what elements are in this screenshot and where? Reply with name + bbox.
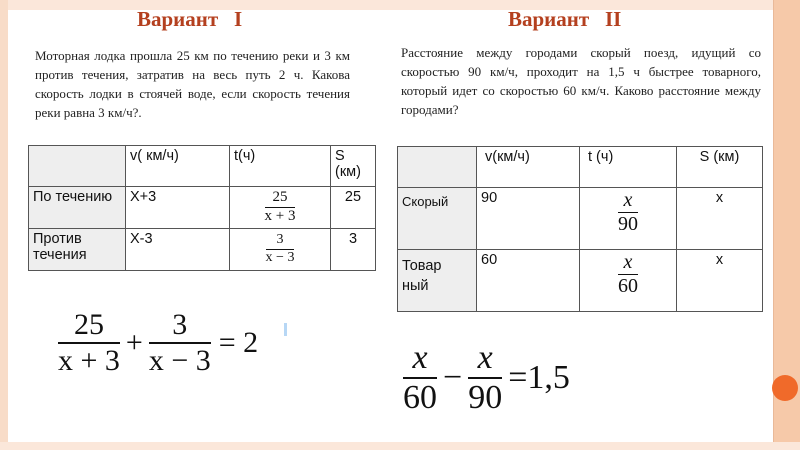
fraction-denominator: x − 3 <box>148 343 211 377</box>
variant2-table <box>397 146 763 312</box>
time-fraction <box>265 190 296 225</box>
time-fraction <box>618 190 638 235</box>
text-cursor <box>284 323 287 336</box>
variant2-heading: Вариант II <box>508 7 622 31</box>
fraction-numerator: x <box>412 339 428 376</box>
variant1-heading: Вариант I <box>137 7 243 31</box>
velocity-cell: 90 <box>477 188 580 250</box>
velocity-cell: X+3 <box>126 187 230 229</box>
fraction-numerator: x <box>623 189 633 211</box>
time-fraction <box>618 252 638 297</box>
equation-operator: − <box>443 358 463 396</box>
row-label: Скорый <box>398 188 477 250</box>
fraction-denominator: x + 3 <box>264 207 296 224</box>
velocity-cell: 60 <box>477 250 580 312</box>
equation-rhs: =1,5 <box>508 358 570 396</box>
table-row <box>398 250 763 312</box>
table-header-cell: v(км/ч) <box>477 147 580 188</box>
velocity-cell: X-3 <box>126 229 230 271</box>
row-label: Против течения <box>29 229 126 271</box>
time-fraction <box>266 233 295 265</box>
fraction-numerator: x <box>477 339 493 376</box>
fraction-denominator: x − 3 <box>265 249 295 265</box>
equation-fraction-2 <box>468 340 502 415</box>
slide-frame-top <box>0 0 800 10</box>
fraction-numerator: 3 <box>172 308 188 341</box>
fraction-denominator: x + 3 <box>58 343 120 377</box>
slide-nav-circle-button[interactable] <box>772 375 798 401</box>
table-header-cell: t(ч) <box>230 146 331 187</box>
fraction-denominator: 90 <box>468 378 503 416</box>
fraction-denominator: 60 <box>403 378 437 416</box>
row-label <box>398 250 477 312</box>
equation-operator: + <box>125 325 143 359</box>
table-header-cell: t (ч) <box>580 147 677 188</box>
distance-cell: x <box>677 188 763 250</box>
distance-cell: x <box>677 250 763 312</box>
time-cell <box>580 188 677 250</box>
row-label-text: Товарный <box>402 258 442 294</box>
table-header-cell <box>398 147 477 188</box>
table-header-cell: v( км/ч) <box>126 146 230 187</box>
variant1-table <box>28 145 376 271</box>
fraction-denominator: 60 <box>618 275 638 297</box>
fraction-denominator: 90 <box>618 213 638 235</box>
table-row <box>398 188 763 250</box>
fraction-numerator: 25 <box>73 308 104 341</box>
time-cell <box>230 187 331 229</box>
variant2-equation <box>403 340 570 415</box>
table-header-cell: S (км) <box>331 146 376 187</box>
slide-frame-bottom <box>0 442 800 450</box>
table-header-cell: S (км) <box>677 147 763 188</box>
fraction-numerator: 3 <box>276 232 284 247</box>
fraction-numerator: 25 <box>272 189 288 205</box>
table-row <box>29 187 376 229</box>
row-label: По течению <box>29 187 126 229</box>
distance-cell: 25 <box>331 187 376 229</box>
variant1-problem-text: Моторная лодка прошла 25 км по течению реки и 3 км против течения, затратив на весь путь 2 ч. Какова скорость лодки в стоячей воде, если скорость течения реки равна 3 км/ч?. <box>35 48 350 120</box>
distance-cell: 3 <box>331 229 376 271</box>
variant1-equation <box>58 309 258 376</box>
slide-frame-left <box>0 0 8 450</box>
fraction-numerator: x <box>623 251 633 273</box>
time-cell <box>580 250 677 312</box>
time-cell <box>230 229 331 271</box>
equation-fraction-1 <box>403 340 437 415</box>
table-header-cell <box>29 146 126 187</box>
equation-fraction-1 <box>58 309 120 376</box>
variant2-problem-text: Расстояние между городами скорый поезд, идущий со скоростью 90 км/ч, проходит на 1,5 ч быстрее товарного, который идет со скоростью 60 км/ч. Каково расстояние между городами? <box>401 45 761 117</box>
equation-fraction-2 <box>149 309 211 376</box>
equation-rhs: = 2 <box>218 325 259 359</box>
table-row <box>29 229 376 271</box>
